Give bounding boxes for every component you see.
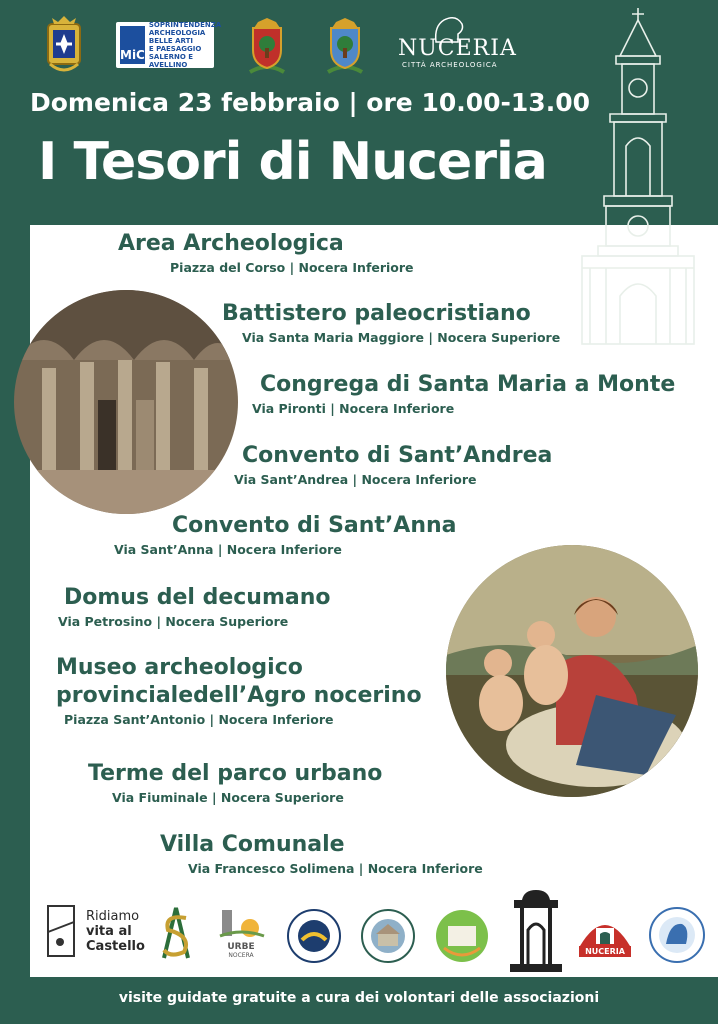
site-item [88,760,382,805]
site-name: Terme del parco urbano [88,761,383,786]
site-address: Piazza Sant’Antonio | Nocera Inferiore [64,712,334,727]
urbe-text: URBE [227,942,255,952]
site-name: Museo archeologico [56,655,303,680]
site-name: Congrega di Santa Maria a Monte [260,372,676,397]
madonna-painting-photo [446,545,698,797]
province-crest-logo [44,14,84,76]
gruppo-logo-name: NUCERIA [579,946,631,957]
mic-text: SOPRINTENDENZA ARCHEOLOGIA BELLE ARTI E PAESAGGIO SALERNO E AVELLINO [148,21,222,69]
head-profile-icon [428,12,468,46]
nuceria-logo-name: NUCERIA [398,36,517,61]
site-item [114,512,457,557]
site-address: Via Santa Maria Maggiore | Nocera Superiore [242,330,561,345]
association-round-logo-1 [286,908,342,964]
site-item [118,230,414,275]
site-item [252,371,676,416]
ridiamo-text: Ridiamo vita al Castello [86,908,145,954]
site-address: Piazza del Corso | Nocera Inferiore [170,260,414,275]
site-name: Convento di Sant’Andrea [242,443,553,468]
site-address: Via Sant’Andrea | Nocera Inferiore [234,472,477,487]
association-round-logo-2 [360,908,416,964]
site-name: Domus del decumano [64,585,331,610]
arch-monument-logo [508,890,564,974]
site-address: Via Pironti | Nocera Inferiore [252,401,455,416]
nuceria-logo-tagline: CITTÀ ARCHEOLOGICA [402,61,498,69]
site-address: Via Petrosino | Nocera Superiore [58,614,289,629]
site-item [56,654,422,727]
site-address: Via Sant’Anna | Nocera Inferiore [114,542,342,557]
site-address: Via Francesco Solimena | Nocera Inferiore [188,861,483,876]
gruppo-emblem-icon [574,908,636,948]
association-round-logo-3 [434,908,490,964]
site-name: Villa Comunale [160,832,345,857]
urbe-sun-icon [216,906,266,942]
ridiamo-vita-logo [42,902,145,960]
association-round-logo-4 [648,906,706,964]
site-name: Battistero paleocristiano [222,301,531,326]
footer [0,977,718,1024]
site-item [160,831,483,876]
event-date-time: Domenica 23 febbraio | ore 10.00-13.00 [30,88,590,117]
gruppo-archeologico-nuceria-logo [574,908,636,957]
sa-monogram-logo [156,900,196,964]
mic-soprintendenza-logo [116,21,222,69]
site-name-line2: provincialedell’Agro nocerino [56,683,422,708]
footer-text: visite guidate gratuite a cura dei volontari delle associazioni [118,990,600,1006]
site-name: Area Archeologica [118,231,344,256]
site-address: Via Fiuminale | Nocera Superiore [112,790,344,805]
nuceria-citta-archeologica-logo [398,18,517,69]
site-item [58,584,331,629]
nocera-superiore-crest-logo [322,14,368,76]
site-item [234,442,553,487]
page-title: I Tesori di Nuceria [38,132,547,192]
bell-tower-drawing [576,6,700,346]
sponsor-logos-row [30,886,718,976]
battistero-photo [14,290,238,514]
site-item [222,300,560,345]
mic-badge: MiC [120,26,145,64]
site-name: Convento di Sant’Anna [172,513,457,538]
urbe-subtext: NOCERA [228,952,254,959]
nocera-inferiore-crest-logo [244,14,290,76]
urbe-nocera-logo [216,906,266,959]
